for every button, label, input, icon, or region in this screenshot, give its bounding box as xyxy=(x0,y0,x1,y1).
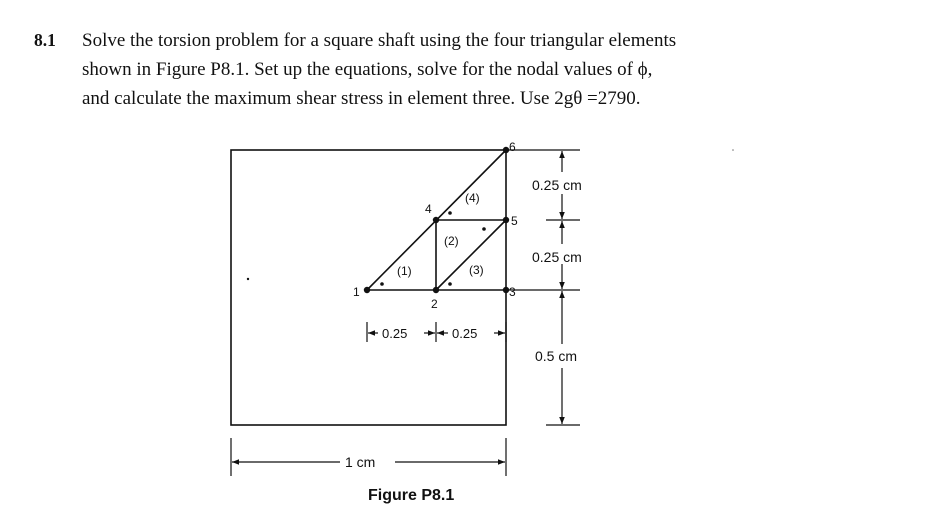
node-4-dot xyxy=(433,217,439,223)
element-4-marker xyxy=(448,282,452,286)
dim-label-right-top: 0.25 cm xyxy=(532,177,582,193)
dim-label-bottom-right: 0.25 xyxy=(452,326,478,341)
dim-label-right-bottom: 0.5 cm xyxy=(535,348,578,364)
problem-line-3: and calculate the maximum shear stress in element three. Use 2gθ =2790. xyxy=(82,88,641,109)
node-label-2: 2 xyxy=(431,297,438,311)
element-label-2: (2) xyxy=(444,234,459,248)
scan-dot-left xyxy=(247,278,249,280)
node-5-dot xyxy=(503,217,509,223)
node-1-dot xyxy=(364,287,370,293)
node-label-4: 4 xyxy=(425,202,432,216)
dim-label-width: 1 cm xyxy=(345,454,376,470)
problem-number: 8.1 xyxy=(34,30,56,50)
dim-label-right-mid: 0.25 cm xyxy=(532,249,582,265)
element-label-4: (4) xyxy=(465,191,480,205)
node-label-5: 5 xyxy=(511,214,518,228)
problem-line-2: shown in Figure P8.1. Set up the equations, solve for the nodal values of ϕ, xyxy=(82,59,653,80)
dim-label-bottom-left: 0.25 xyxy=(382,326,408,341)
element-3-marker xyxy=(482,227,486,231)
figure-caption: Figure P8.1 xyxy=(368,487,455,504)
element-1-marker xyxy=(380,282,384,286)
element-label-1: (1) xyxy=(397,264,412,278)
node-label-3: 3 xyxy=(509,285,516,299)
element-2-marker xyxy=(448,211,452,215)
problem-line-1: Solve the torsion problem for a square shaft using the four triangular elements xyxy=(82,30,677,51)
element-label-3: (3) xyxy=(469,263,484,277)
node-label-6: 6 xyxy=(509,140,516,154)
node-label-1: 1 xyxy=(353,285,360,299)
node-2-dot xyxy=(433,287,439,293)
mesh-edge-2-5 xyxy=(436,220,506,290)
scan-dot-right xyxy=(732,149,734,151)
